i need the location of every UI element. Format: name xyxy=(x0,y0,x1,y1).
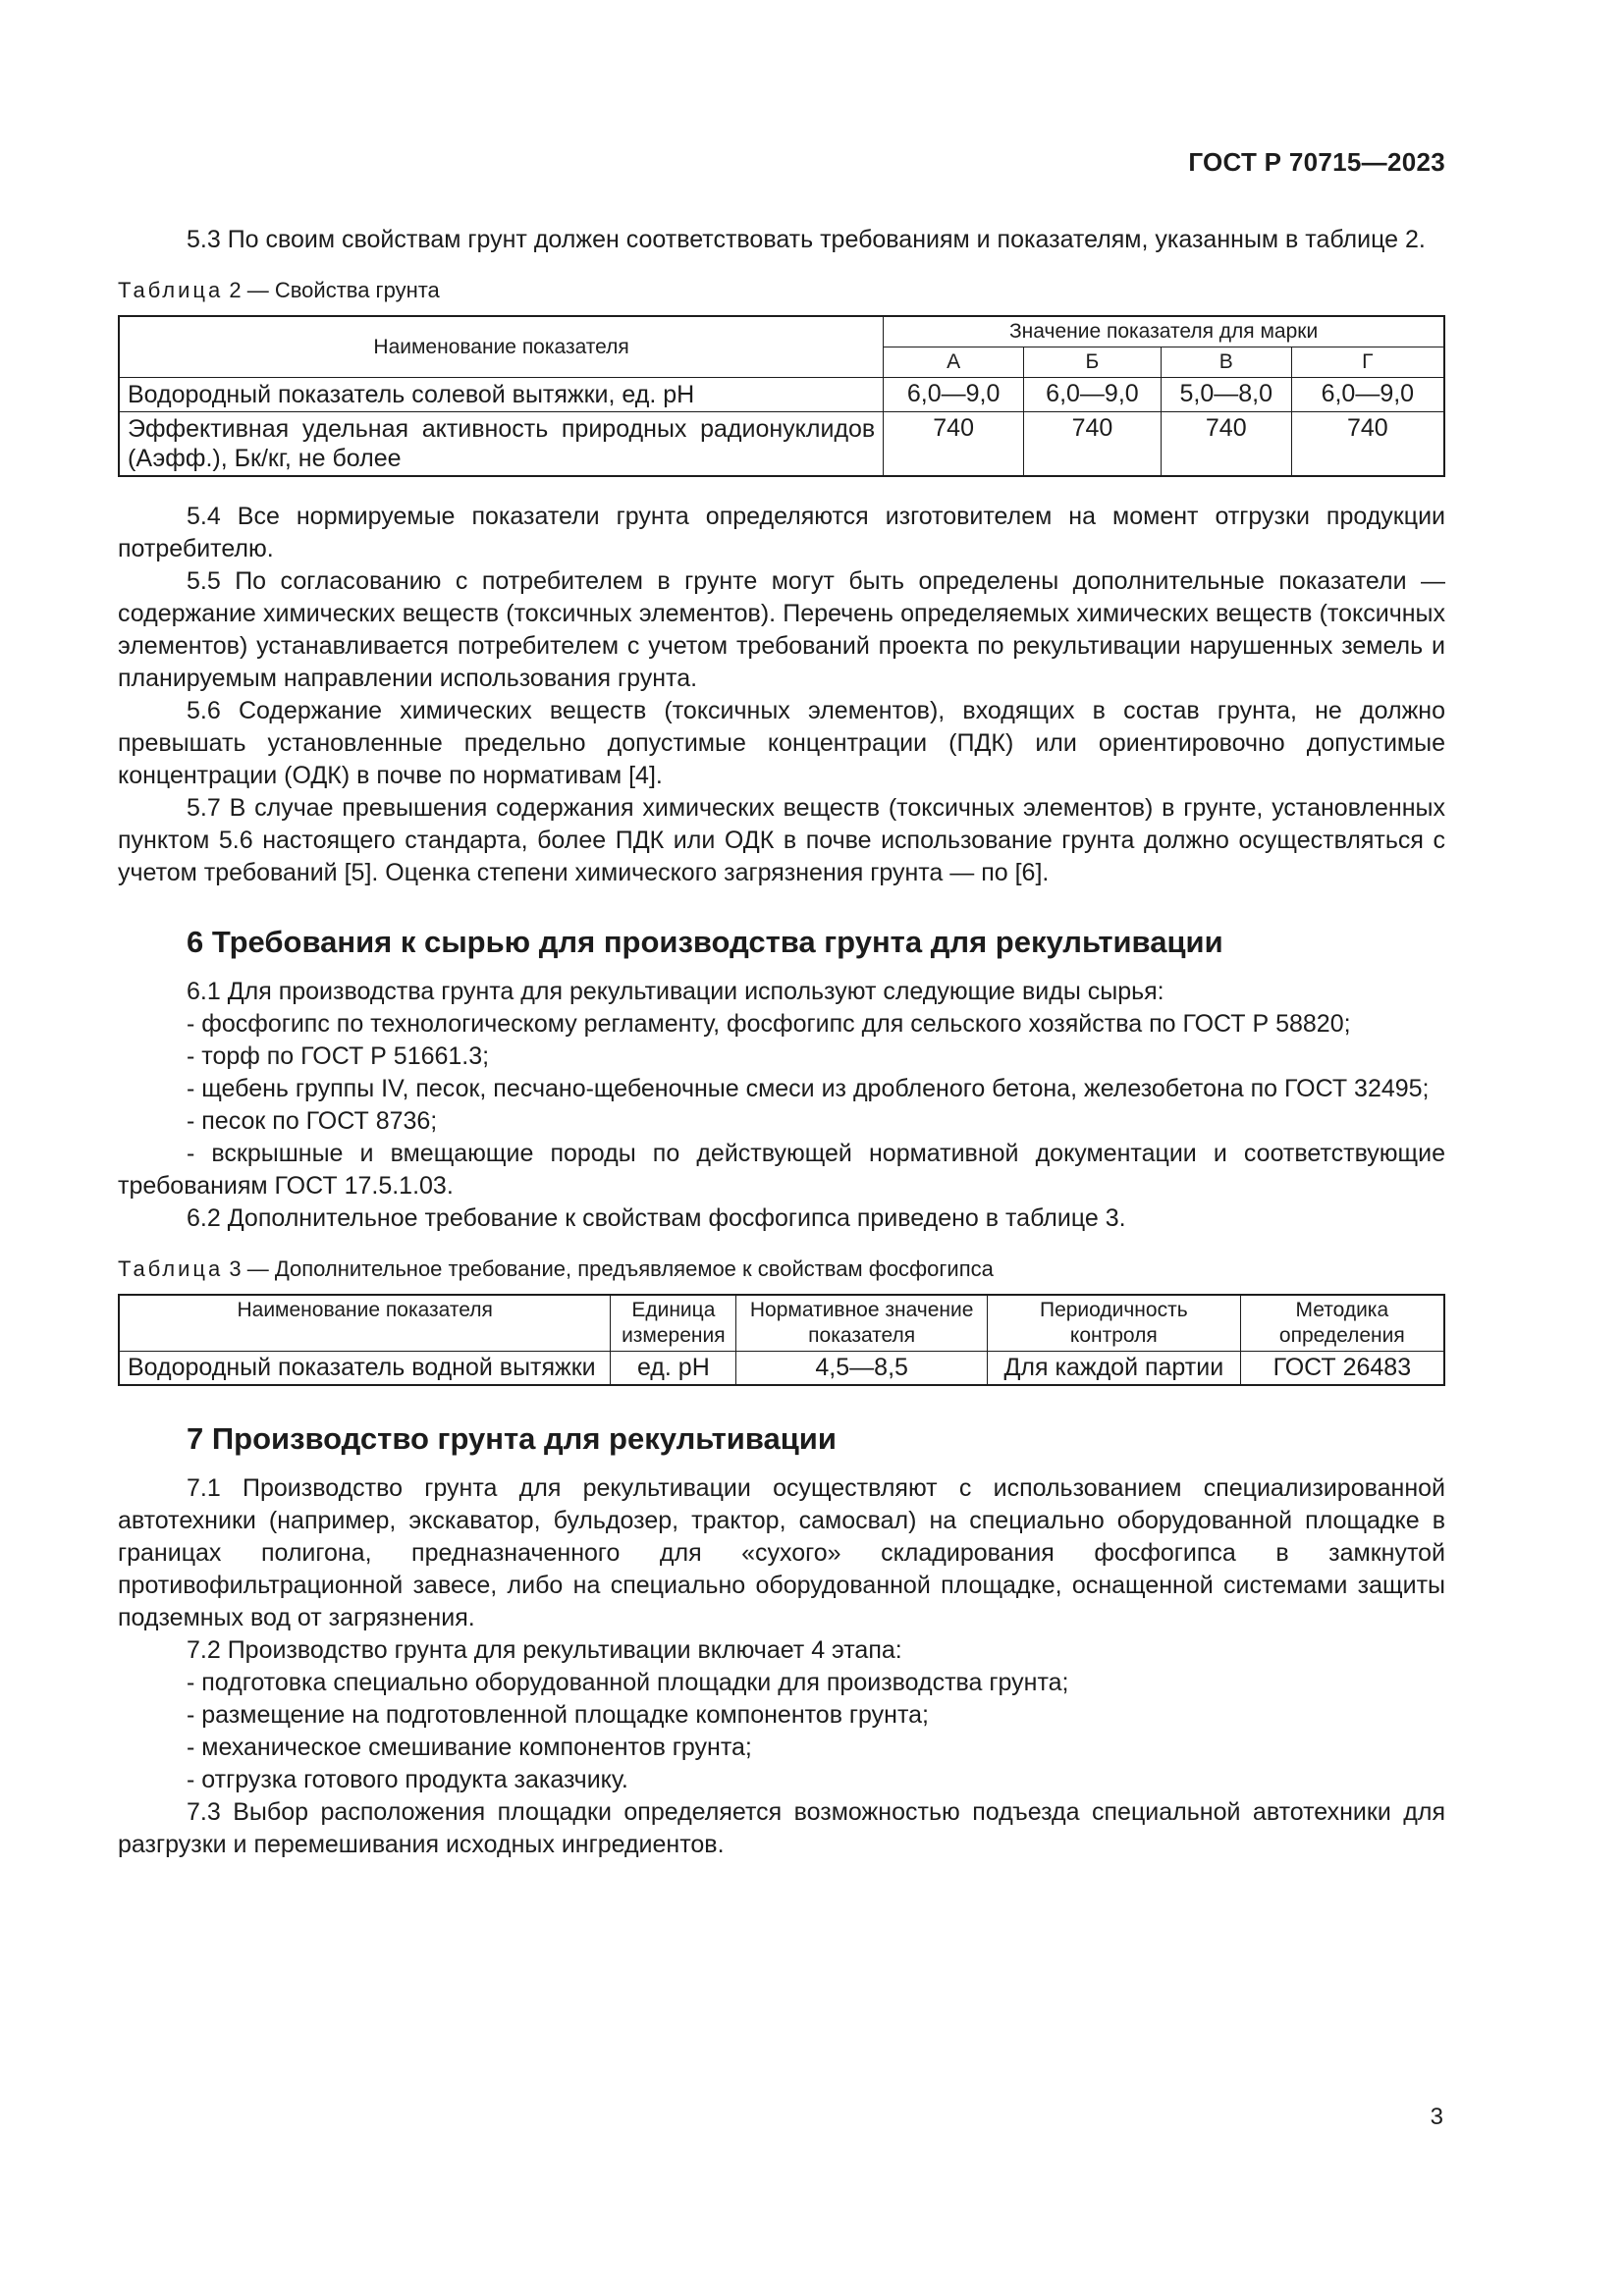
paragraph-7-3: 7.3 Выбор расположения площадки определяется возможностью подъезда специальной автотехники для разгрузки и перемешивания исходных ингредиентов. xyxy=(118,1798,1445,1858)
table-row xyxy=(119,412,1444,477)
paragraph-6-2: 6.2 Дополнительное требование к свойствам фосфогипса приведено в таблице 3. xyxy=(187,1204,1126,1232)
section-7-heading: 7 Производство грунта для рекультивации xyxy=(187,1421,837,1456)
list-item: - фосфогипс по технологическому регламенту, фосфогипс для сельского хозяйства по ГОСТ Р 58820; xyxy=(187,1010,1351,1038)
table-cell: Водородный показатель водной вытяжки xyxy=(119,1352,611,1386)
table-3-header: Единица измерения xyxy=(611,1295,736,1352)
table-cell: ГОСТ 26483 xyxy=(1240,1352,1444,1386)
paragraph-6-1: 6.1 Для производства грунта для рекультивации используют следующие виды сырья: xyxy=(187,978,1164,1005)
table-cell: 740 xyxy=(884,412,1024,477)
paragraph-5-7: 5.7 В случае превышения содержания химических веществ (токсичных элементов) в грунте, установленных пунктом 5.6 настоящего стандарта, более ПДК или ОДК в почве использование грунта должно осуществляться с учетом требований [5]. Оценка степени химического загрязнения грунта — по [6]. xyxy=(118,794,1445,886)
page-body xyxy=(118,224,1445,1861)
document-code: ГОСТ Р 70715—2023 xyxy=(1188,147,1445,177)
table-3-header: Методика определения xyxy=(1240,1295,1444,1352)
table-cell: Эффективная удельная активность природных радионуклидов (Аэфф.), Бк/кг, не более xyxy=(119,412,884,477)
list-item: - песок по ГОСТ 8736; xyxy=(187,1107,438,1135)
list-item: - размещение на подготовленной площадке компонентов грунта; xyxy=(187,1701,929,1729)
table-2-caption xyxy=(118,278,1445,303)
table-row xyxy=(119,1352,1444,1386)
table-2-caption-title: 2 — Свойства грунта xyxy=(223,278,440,302)
paragraph-7-1: 7.1 Производство грунта для рекультивации осуществляют с использованием специализированной автотехники (например, экскаватор, бульдозер, трактор, самосвал) на специально оборудованной площадке в границах полигона, предназначенного для «сухого» складирования фосфогипса в замкнутой противофильтрационной завесе, либо на специально оборудованной площадке, оснащенной системами защиты подземных вод от загрязнения. xyxy=(118,1474,1445,1631)
paragraph-5-6: 5.6 Содержание химических веществ (токсичных элементов), входящих в состав грунта, не должно превышать установленные предельно допустимые концентрации (ПДК) или ориентировочно допустимые концентрации (ОДК) в почве по нормативам [4]. xyxy=(118,697,1445,789)
table-cell: ед. pH xyxy=(611,1352,736,1386)
table-cell: 4,5—8,5 xyxy=(736,1352,988,1386)
table-3-header: Периодичность контроля xyxy=(987,1295,1240,1352)
list-item: - отгрузка готового продукта заказчику. xyxy=(187,1766,628,1793)
table-2 xyxy=(118,315,1445,477)
list-item: - механическое смешивание компонентов грунта; xyxy=(187,1734,752,1761)
table-row xyxy=(119,378,1444,412)
table-cell: 5,0—8,0 xyxy=(1161,378,1291,412)
paragraph-5-5: 5.5 По согласованию с потребителем в грунте могут быть определены дополнительные показатели — содержание химических веществ (токсичных элементов). Перечень определяемых химических веществ (токсичных элементов) устанавливается потребителем с учетом требований проекта по рекультивации нарушенных земель и планируемым направлении использования грунта. xyxy=(118,567,1445,692)
table-cell: Водородный показатель солевой вытяжки, ед. pH xyxy=(119,378,884,412)
table-2-header-name: Наименование показателя xyxy=(119,316,884,378)
table-cell: 6,0—9,0 xyxy=(1291,378,1444,412)
table-3-caption-title: 3 — Дополнительное требование, предъявляемое к свойствам фосфогипса xyxy=(223,1256,994,1281)
paragraph-5-4: 5.4 Все нормируемые показатели грунта определяются изготовителем на момент отгрузки продукции потребителю. xyxy=(118,503,1445,562)
table-2-caption-prefix: Таблица xyxy=(118,278,224,302)
list-item: - щебень группы IV, песок, песчано-щебеночные смеси из дробленого бетона, железобетона по ГОСТ 32495; xyxy=(187,1075,1430,1102)
paragraph-5-3: 5.3 По своим свойствам грунт должен соответствовать требованиям и показателям, указанным в таблице 2. xyxy=(187,226,1426,253)
table-3-header: Нормативное значение показателя xyxy=(736,1295,988,1352)
list-item: - вскрышные и вмещающие породы по действующей нормативной документации и соответствующие требованиям ГОСТ 17.5.1.03. xyxy=(118,1140,1445,1200)
table-3 xyxy=(118,1294,1445,1386)
table-3-caption-prefix: Таблица xyxy=(118,1256,224,1281)
list-item: - торф по ГОСТ Р 51661.3; xyxy=(187,1042,490,1070)
section-6-heading: 6 Требования к сырью для производства грунта для рекультивации xyxy=(187,925,1223,959)
table-2-grade: Г xyxy=(1291,347,1444,378)
page-number: 3 xyxy=(1430,2104,1443,2130)
table-3-header: Наименование показателя xyxy=(119,1295,611,1352)
paragraph-7-2: 7.2 Производство грунта для рекультивации включает 4 этапа: xyxy=(187,1636,902,1664)
table-cell: 6,0—9,0 xyxy=(884,378,1024,412)
table-cell: 6,0—9,0 xyxy=(1024,378,1162,412)
table-2-grade: Б xyxy=(1024,347,1162,378)
table-cell: 740 xyxy=(1024,412,1162,477)
table-2-grade: А xyxy=(884,347,1024,378)
table-2-grade: В xyxy=(1161,347,1291,378)
table-cell: 740 xyxy=(1291,412,1444,477)
table-3-caption xyxy=(118,1256,1445,1282)
list-item: - подготовка специально оборудованной площадки для производства грунта; xyxy=(187,1669,1069,1696)
table-cell: 740 xyxy=(1161,412,1291,477)
table-2-header-group: Значение показателя для марки xyxy=(884,316,1444,347)
table-cell: Для каждой партии xyxy=(987,1352,1240,1386)
